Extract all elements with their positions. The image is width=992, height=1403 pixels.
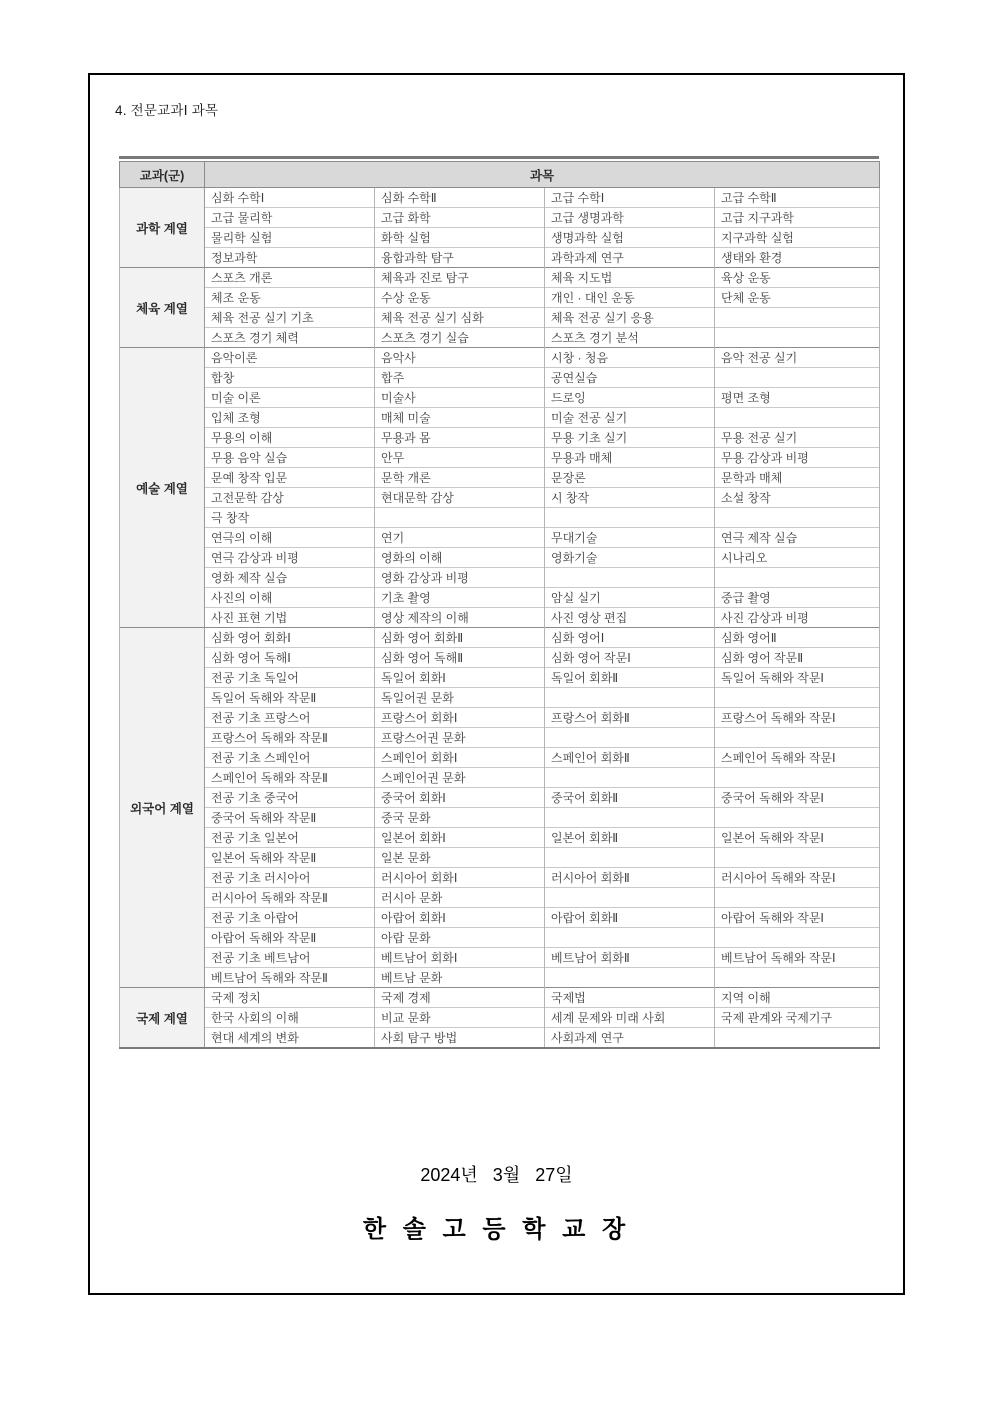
table-row <box>120 848 880 868</box>
subject-cell: 정보과학 <box>205 248 375 268</box>
table-row <box>120 888 880 908</box>
table-row <box>120 868 880 888</box>
empty-cell <box>375 508 545 528</box>
subject-cell: 러시아 문화 <box>375 888 545 908</box>
table-row <box>120 728 880 748</box>
empty-cell <box>715 1028 880 1049</box>
subject-cell: 체육과 진로 탐구 <box>375 268 545 288</box>
table-row <box>120 628 880 648</box>
table-row <box>120 208 880 228</box>
subject-cell: 한국 사회의 이해 <box>205 1008 375 1028</box>
page-title: 4. 전문교과Ⅰ 과목 <box>115 103 219 118</box>
subject-cell: 일본 문화 <box>375 848 545 868</box>
empty-cell <box>545 688 715 708</box>
subjects-table <box>119 161 880 1049</box>
table-row <box>120 428 880 448</box>
subject-cell: 무용 음악 실습 <box>205 448 375 468</box>
subject-cell: 전공 기초 베트남어 <box>205 948 375 968</box>
empty-cell <box>715 328 880 348</box>
subject-cell: 러시아어 독해와 작문Ⅰ <box>715 868 880 888</box>
subject-cell: 스페인어 독해와 작문Ⅱ <box>205 768 375 788</box>
empty-cell <box>545 968 715 988</box>
subject-cell: 단체 운동 <box>715 288 880 308</box>
subject-cell: 베트남 문화 <box>375 968 545 988</box>
subject-cell: 심화 영어Ⅰ <box>545 628 715 648</box>
subject-cell: 심화 영어 회화Ⅱ <box>375 628 545 648</box>
subject-cell: 개인 · 대인 운동 <box>545 288 715 308</box>
subject-cell: 고급 지구과학 <box>715 208 880 228</box>
table-row <box>120 188 880 208</box>
subject-cell: 독일어 회화Ⅰ <box>375 668 545 688</box>
subject-cell: 베트남어 회화Ⅱ <box>545 948 715 968</box>
subject-cell: 문학과 매체 <box>715 468 880 488</box>
table-row <box>120 548 880 568</box>
subject-cell: 과학과제 연구 <box>545 248 715 268</box>
table-row <box>120 368 880 388</box>
subject-cell: 심화 영어Ⅱ <box>715 628 880 648</box>
subject-cell: 스페인어 회화Ⅱ <box>545 748 715 768</box>
subject-cell: 일본어 회화Ⅱ <box>545 828 715 848</box>
column-header-subject-group: 교과(군) <box>120 162 205 188</box>
subject-cell: 심화 영어 회화Ⅰ <box>205 628 375 648</box>
table-row <box>120 308 880 328</box>
subject-cell: 문예 창작 입문 <box>205 468 375 488</box>
subject-cell: 전공 기초 스페인어 <box>205 748 375 768</box>
subject-cell: 물리학 실험 <box>205 228 375 248</box>
subject-cell: 지구과학 실험 <box>715 228 880 248</box>
empty-cell <box>715 808 880 828</box>
subject-cell: 극 창작 <box>205 508 375 528</box>
table-row <box>120 808 880 828</box>
subject-cell: 중국 문화 <box>375 808 545 828</box>
table-row <box>120 508 880 528</box>
table-row <box>120 768 880 788</box>
subject-cell: 육상 운동 <box>715 268 880 288</box>
empty-cell <box>715 408 880 428</box>
subject-cell: 국제 관계와 국제기구 <box>715 1008 880 1028</box>
subject-cell: 독일어 독해와 작문Ⅱ <box>205 688 375 708</box>
subject-cell: 체육 전공 실기 심화 <box>375 308 545 328</box>
subject-cell: 스포츠 경기 분석 <box>545 328 715 348</box>
empty-cell <box>715 928 880 948</box>
subject-cell: 고급 물리학 <box>205 208 375 228</box>
subject-cell: 비교 문화 <box>375 1008 545 1028</box>
empty-cell <box>715 508 880 528</box>
table-row <box>120 228 880 248</box>
subject-cell: 지역 이해 <box>715 988 880 1008</box>
subject-cell: 공연실습 <box>545 368 715 388</box>
subject-cell: 전공 기초 프랑스어 <box>205 708 375 728</box>
subject-cell: 일본어 독해와 작문Ⅰ <box>715 828 880 848</box>
subject-cell: 융합과학 탐구 <box>375 248 545 268</box>
table-row <box>120 468 880 488</box>
subject-cell: 음악 전공 실기 <box>715 348 880 368</box>
subject-cell: 시나리오 <box>715 548 880 568</box>
subject-cell: 러시아어 회화Ⅰ <box>375 868 545 888</box>
document-date: 2024년 3월 27일 <box>420 1165 573 1185</box>
subject-cell: 화학 실험 <box>375 228 545 248</box>
subject-cell: 합창 <box>205 368 375 388</box>
subject-cell: 아랍어 회화Ⅱ <box>545 908 715 928</box>
subject-cell: 고급 수학Ⅱ <box>715 188 880 208</box>
subject-cell: 안무 <box>375 448 545 468</box>
subject-cell: 입체 조형 <box>205 408 375 428</box>
subject-cell: 전공 기초 일본어 <box>205 828 375 848</box>
subject-cell: 심화 수학Ⅰ <box>205 188 375 208</box>
table-row <box>120 748 880 768</box>
empty-cell <box>715 568 880 588</box>
subject-cell: 사진 감상과 비평 <box>715 608 880 628</box>
subjects-table-wrap <box>119 156 879 1049</box>
empty-cell <box>545 568 715 588</box>
empty-cell <box>545 808 715 828</box>
empty-cell <box>715 848 880 868</box>
subject-cell: 드로잉 <box>545 388 715 408</box>
subject-cell: 음악이론 <box>205 348 375 368</box>
subject-cell: 무대기술 <box>545 528 715 548</box>
table-row <box>120 1008 880 1028</box>
subject-cell: 스포츠 개론 <box>205 268 375 288</box>
subject-cell: 연기 <box>375 528 545 548</box>
signature: 한 솔 고 등 학 교 장 <box>362 1216 631 1243</box>
group-label: 국제 계열 <box>120 988 205 1049</box>
empty-cell <box>715 688 880 708</box>
table-body <box>120 188 880 1049</box>
subject-cell: 시창 · 청음 <box>545 348 715 368</box>
table-row <box>120 648 880 668</box>
subject-cell: 미술사 <box>375 388 545 408</box>
subject-cell: 매체 미술 <box>375 408 545 428</box>
empty-cell <box>545 888 715 908</box>
subject-cell: 심화 영어 독해Ⅱ <box>375 648 545 668</box>
subject-cell: 사진 표현 기법 <box>205 608 375 628</box>
subject-cell: 생태와 환경 <box>715 248 880 268</box>
subject-cell: 독일어 독해와 작문Ⅰ <box>715 668 880 688</box>
subject-cell: 영화의 이해 <box>375 548 545 568</box>
subject-cell: 전공 기초 아랍어 <box>205 908 375 928</box>
subject-cell: 국제 정치 <box>205 988 375 1008</box>
subject-cell: 고급 생명과학 <box>545 208 715 228</box>
subject-cell: 스페인어 독해와 작문Ⅰ <box>715 748 880 768</box>
subject-cell: 고급 화학 <box>375 208 545 228</box>
subject-cell: 국제 경제 <box>375 988 545 1008</box>
subject-cell: 무용과 매체 <box>545 448 715 468</box>
subject-cell: 합주 <box>375 368 545 388</box>
subject-cell: 심화 수학Ⅱ <box>375 188 545 208</box>
subject-cell: 국제법 <box>545 988 715 1008</box>
table-row <box>120 988 880 1008</box>
group-label: 예술 계열 <box>120 348 205 628</box>
empty-cell <box>545 928 715 948</box>
subject-cell: 스페인어 회화Ⅰ <box>375 748 545 768</box>
group-label: 체육 계열 <box>120 268 205 348</box>
subject-cell: 사진 영상 편집 <box>545 608 715 628</box>
subject-cell: 문학 개론 <box>375 468 545 488</box>
empty-cell <box>715 968 880 988</box>
subject-cell: 무용 전공 실기 <box>715 428 880 448</box>
subject-cell: 사회과제 연구 <box>545 1028 715 1049</box>
column-header-subjects: 과목 <box>205 162 880 188</box>
subject-cell: 소설 창작 <box>715 488 880 508</box>
subject-cell: 프랑스어 독해와 작문Ⅰ <box>715 708 880 728</box>
table-row <box>120 268 880 288</box>
table-row <box>120 248 880 268</box>
subject-cell: 체조 운동 <box>205 288 375 308</box>
group-label: 외국어 계열 <box>120 628 205 988</box>
subject-cell: 사진의 이해 <box>205 588 375 608</box>
table-row <box>120 528 880 548</box>
subject-cell: 일본어 독해와 작문Ⅱ <box>205 848 375 868</box>
table-row <box>120 688 880 708</box>
subject-cell: 러시아어 독해와 작문Ⅱ <box>205 888 375 908</box>
subject-cell: 체육 전공 실기 응용 <box>545 308 715 328</box>
subject-cell: 아랍어 독해와 작문Ⅱ <box>205 928 375 948</box>
subject-cell: 연극 제작 실습 <box>715 528 880 548</box>
table-header-row <box>120 162 880 188</box>
subject-cell: 현대 세계의 변화 <box>205 1028 375 1049</box>
subject-cell: 영화 제작 실습 <box>205 568 375 588</box>
table-row <box>120 948 880 968</box>
empty-cell <box>715 768 880 788</box>
subject-cell: 사회 탐구 방법 <box>375 1028 545 1049</box>
subject-cell: 중급 촬영 <box>715 588 880 608</box>
table-row <box>120 288 880 308</box>
subject-cell: 무용과 몸 <box>375 428 545 448</box>
table-row <box>120 388 880 408</box>
subject-cell: 생명과학 실험 <box>545 228 715 248</box>
table-row <box>120 908 880 928</box>
subject-cell: 연극의 이해 <box>205 528 375 548</box>
page-frame <box>88 73 905 1295</box>
subject-cell: 아랍어 회화Ⅰ <box>375 908 545 928</box>
table-row <box>120 348 880 368</box>
table-row <box>120 568 880 588</box>
subject-cell: 아랍어 독해와 작문Ⅰ <box>715 908 880 928</box>
table-row <box>120 668 880 688</box>
empty-cell <box>545 768 715 788</box>
subject-cell: 수상 운동 <box>375 288 545 308</box>
subject-cell: 중국어 회화Ⅱ <box>545 788 715 808</box>
subject-cell: 심화 영어 작문Ⅰ <box>545 648 715 668</box>
subject-cell: 무용의 이해 <box>205 428 375 448</box>
subject-cell: 체육 지도법 <box>545 268 715 288</box>
subject-cell: 프랑스어 독해와 작문Ⅱ <box>205 728 375 748</box>
subject-cell: 일본어 회화Ⅰ <box>375 828 545 848</box>
subject-cell: 연극 감상과 비평 <box>205 548 375 568</box>
subject-cell: 영상 제작의 이해 <box>375 608 545 628</box>
subject-cell: 스포츠 경기 실습 <box>375 328 545 348</box>
subject-cell: 전공 기초 독일어 <box>205 668 375 688</box>
subject-cell: 음악사 <box>375 348 545 368</box>
subject-cell: 평면 조형 <box>715 388 880 408</box>
subject-cell: 미술 이론 <box>205 388 375 408</box>
subject-cell: 중국어 회화Ⅰ <box>375 788 545 808</box>
subject-cell: 시 창작 <box>545 488 715 508</box>
empty-cell <box>715 308 880 328</box>
table-row <box>120 328 880 348</box>
table-row <box>120 828 880 848</box>
empty-cell <box>545 508 715 528</box>
subject-cell: 심화 영어 독해Ⅰ <box>205 648 375 668</box>
subject-cell: 영화 감상과 비평 <box>375 568 545 588</box>
subject-cell: 현대문학 감상 <box>375 488 545 508</box>
subject-cell: 암실 실기 <box>545 588 715 608</box>
table-row <box>120 788 880 808</box>
subject-cell: 문장론 <box>545 468 715 488</box>
subject-cell: 세계 문제와 미래 사회 <box>545 1008 715 1028</box>
empty-cell <box>715 368 880 388</box>
subject-cell: 영화기술 <box>545 548 715 568</box>
table-row <box>120 708 880 728</box>
subject-cell: 고급 수학Ⅰ <box>545 188 715 208</box>
subject-cell: 중국어 독해와 작문Ⅱ <box>205 808 375 828</box>
subject-cell: 프랑스어 회화Ⅱ <box>545 708 715 728</box>
table-row <box>120 408 880 428</box>
subject-cell: 베트남어 독해와 작문Ⅱ <box>205 968 375 988</box>
subject-cell: 스포츠 경기 체력 <box>205 328 375 348</box>
table-row <box>120 448 880 468</box>
subject-cell: 미술 전공 실기 <box>545 408 715 428</box>
empty-cell <box>715 888 880 908</box>
table-row <box>120 928 880 948</box>
subject-cell: 아랍 문화 <box>375 928 545 948</box>
table-row <box>120 608 880 628</box>
subject-cell: 무용 감상과 비평 <box>715 448 880 468</box>
subject-cell: 고전문학 감상 <box>205 488 375 508</box>
subject-cell: 프랑스어권 문화 <box>375 728 545 748</box>
subject-cell: 독일어권 문화 <box>375 688 545 708</box>
subject-cell: 중국어 독해와 작문Ⅰ <box>715 788 880 808</box>
empty-cell <box>545 848 715 868</box>
subject-cell: 베트남어 독해와 작문Ⅰ <box>715 948 880 968</box>
subject-cell: 독일어 회화Ⅱ <box>545 668 715 688</box>
table-row <box>120 588 880 608</box>
subject-cell: 체육 전공 실기 기초 <box>205 308 375 328</box>
subject-cell: 스페인어권 문화 <box>375 768 545 788</box>
empty-cell <box>715 728 880 748</box>
empty-cell <box>545 728 715 748</box>
table-row <box>120 488 880 508</box>
subject-cell: 베트남어 회화Ⅰ <box>375 948 545 968</box>
group-label: 과학 계열 <box>120 188 205 268</box>
table-row <box>120 968 880 988</box>
subject-cell: 무용 기초 실기 <box>545 428 715 448</box>
subject-cell: 전공 기초 중국어 <box>205 788 375 808</box>
subject-cell: 프랑스어 회화Ⅰ <box>375 708 545 728</box>
subject-cell: 심화 영어 작문Ⅱ <box>715 648 880 668</box>
table-row <box>120 1028 880 1049</box>
subject-cell: 기초 촬영 <box>375 588 545 608</box>
subject-cell: 러시아어 회화Ⅱ <box>545 868 715 888</box>
subject-cell: 전공 기초 러시아어 <box>205 868 375 888</box>
